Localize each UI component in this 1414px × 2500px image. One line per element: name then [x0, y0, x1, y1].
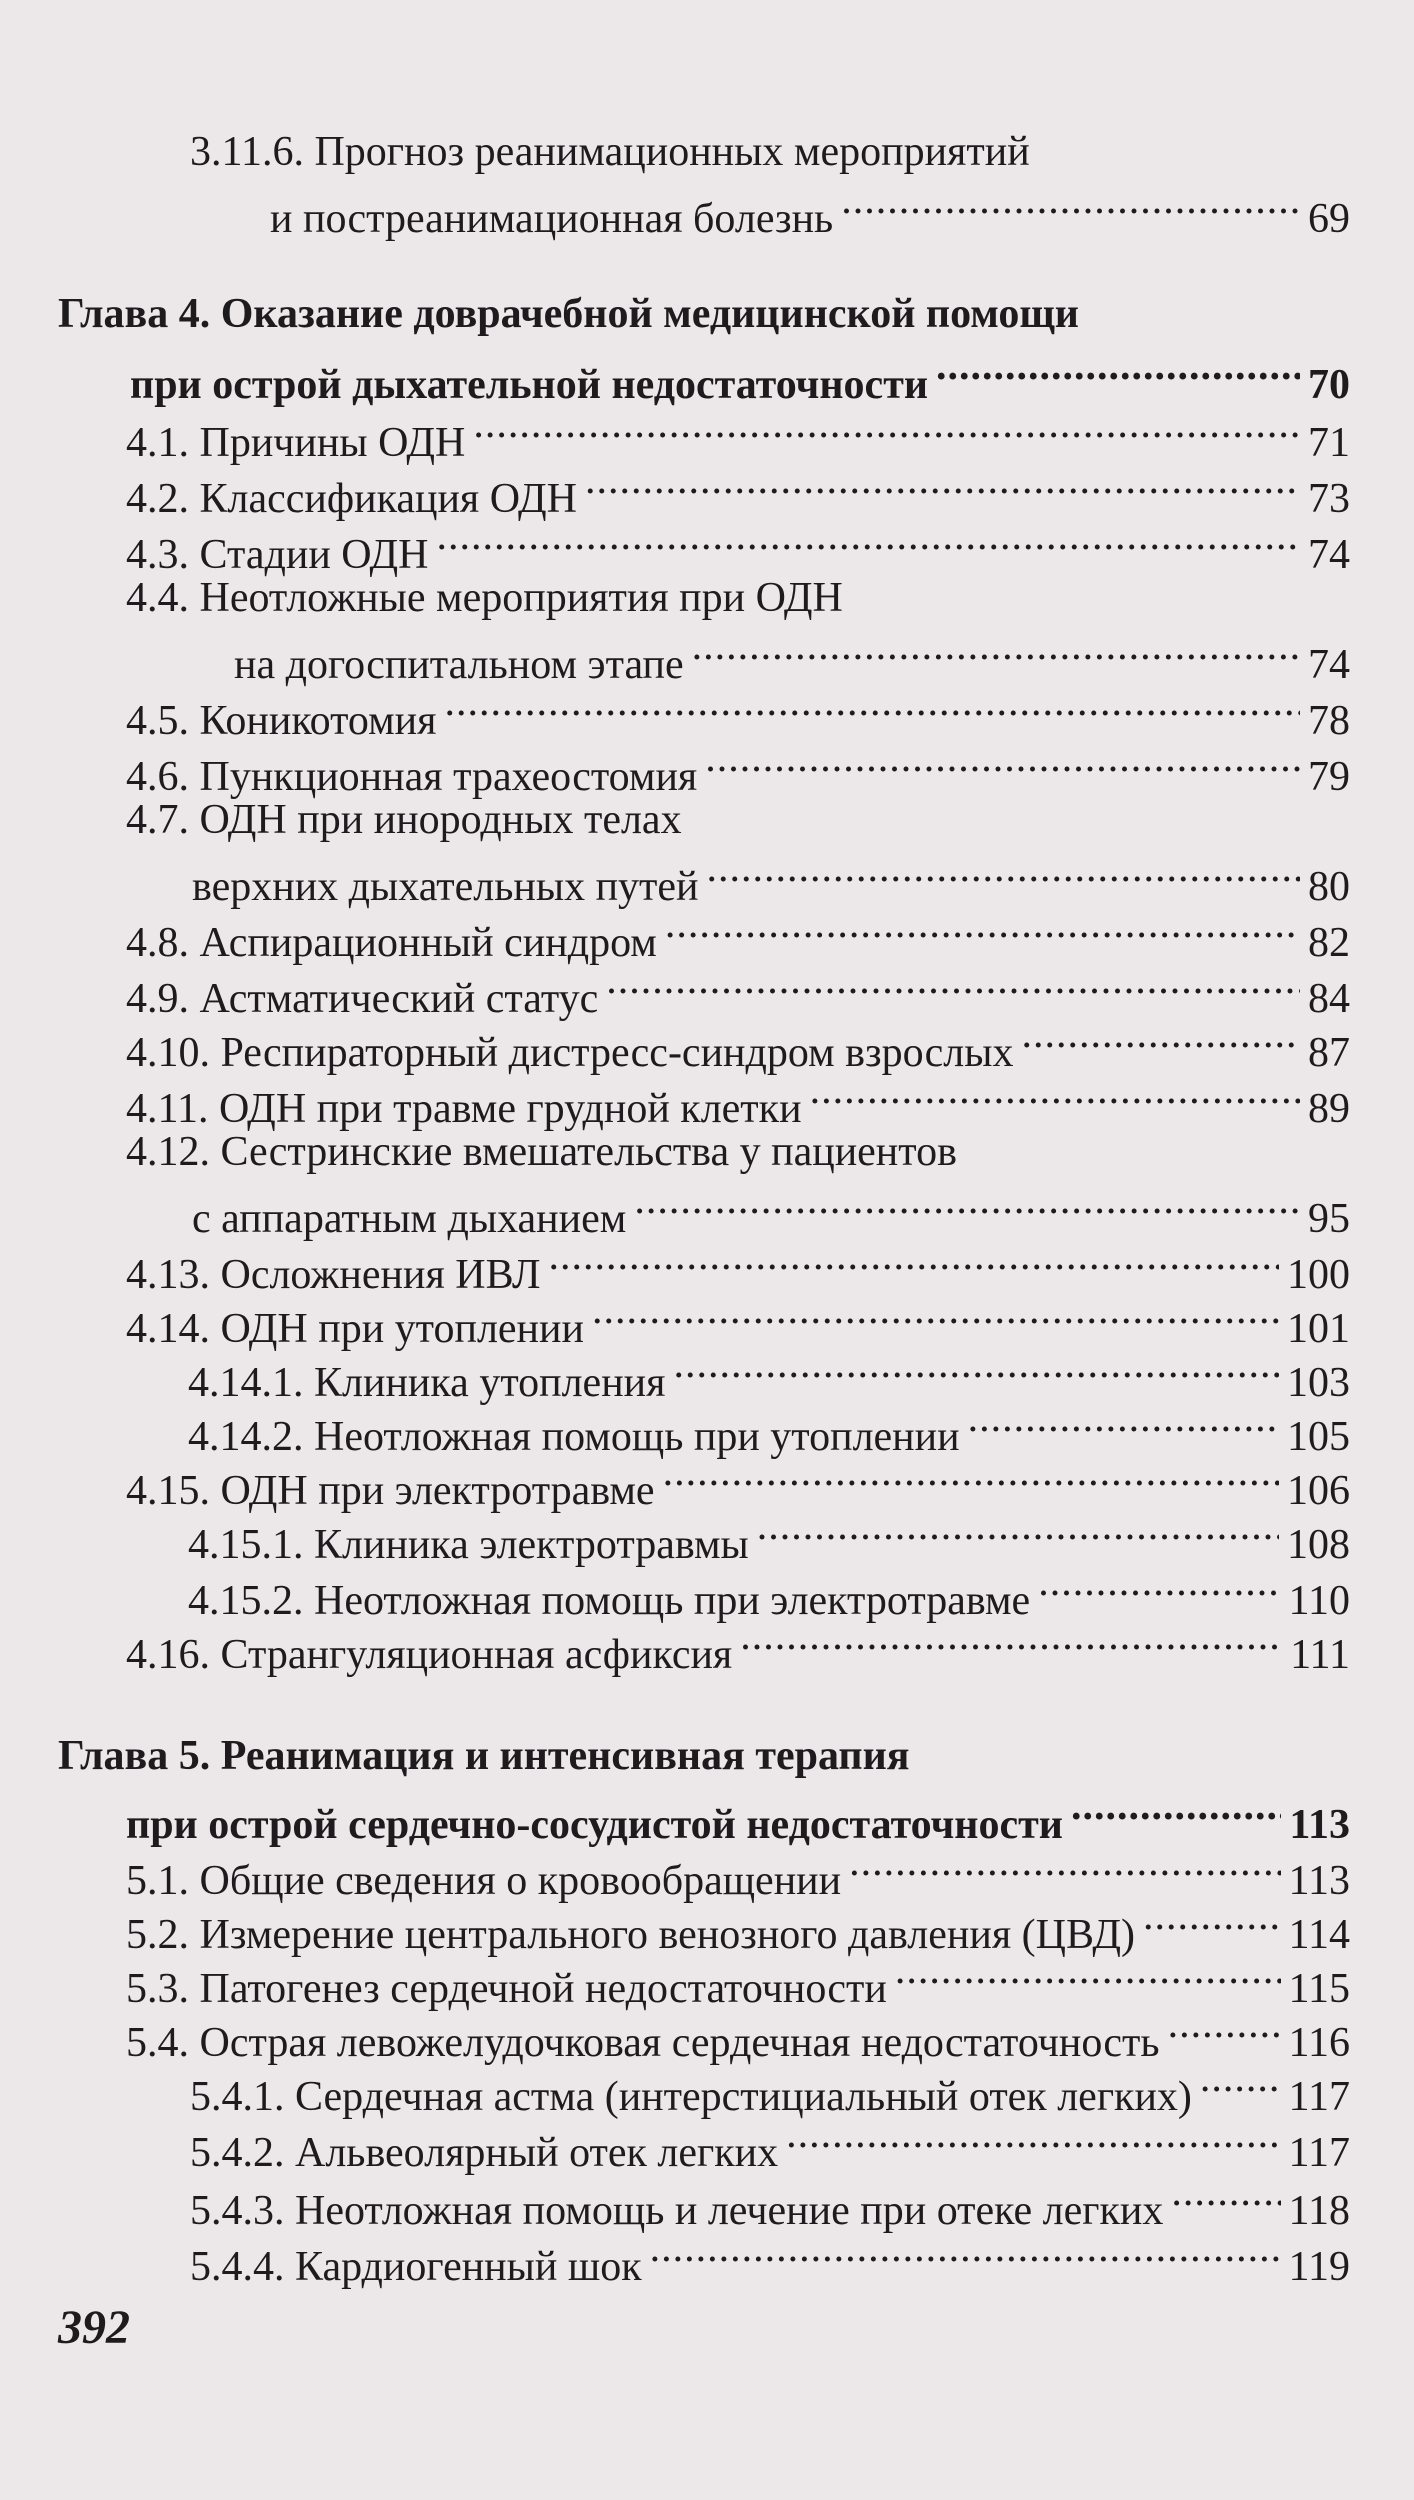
toc-entry: [188, 1398, 1350, 1460]
leader-dots: [705, 738, 1300, 790]
toc-entry-text: 5.4.2. Альвеолярный отек легких: [190, 2130, 779, 2176]
leader-dots: [786, 2114, 1280, 2166]
toc-entry-text: 5.4.4. Кардиогенный шок: [190, 2244, 642, 2290]
toc-entry-text: 3.11.6. Прогноз реанимационных мероприятий: [190, 129, 1030, 175]
toc-page-number: 69: [1308, 196, 1350, 242]
toc-entry: [126, 904, 1350, 966]
leader-dots: [549, 1236, 1279, 1288]
toc-entry-text: 4.16. Странгуляционная асфиксия: [126, 1632, 733, 1678]
toc-page-number: 74: [1308, 642, 1350, 688]
toc-entry-text: 4.2. Классификация ОДН: [126, 476, 577, 522]
toc-page-number: 100: [1287, 1252, 1350, 1298]
leader-dots: [849, 1842, 1280, 1894]
toc-entry: [126, 682, 1350, 744]
leader-dots: [757, 1506, 1279, 1558]
toc-entry: [188, 1506, 1350, 1568]
chapter-heading: [130, 346, 1350, 408]
toc-entry: [126, 1236, 1350, 1298]
toc-entry-text: 5.4. Острая левожелудочковая сердечная недостаточность: [126, 2020, 1160, 2066]
toc-entry: [126, 1126, 1350, 1178]
chapter-heading: [126, 1786, 1350, 1848]
leader-dots: [740, 1616, 1282, 1668]
toc-page-number: 74: [1308, 532, 1350, 578]
toc-entry-text: на догоспитальном этапе: [234, 642, 684, 688]
leader-dots: [1021, 1014, 1300, 1066]
toc-page-number: 78: [1308, 698, 1350, 744]
toc-entry-text: 5.4.1. Сердечная астма (интерстициальный отек легких): [190, 2074, 1192, 2120]
toc-entry: [126, 1452, 1350, 1514]
toc-page-number: 113: [1288, 1858, 1350, 1904]
toc-entry-text: 4.4. Неотложные мероприятия при ОДН: [126, 575, 843, 621]
toc-page-number: 89: [1308, 1086, 1350, 1132]
toc-entry: [190, 2114, 1350, 2176]
leader-dots: [936, 346, 1300, 398]
toc-entry-text: 4.12. Сестринские вмешательства у пациентов: [126, 1129, 957, 1175]
toc-entry-text: 5.2. Измерение центрального венозного давления (ЦВД): [126, 1912, 1136, 1958]
toc-entry: [126, 794, 1350, 846]
toc-entry: [234, 626, 1350, 688]
leader-dots: [473, 404, 1300, 456]
toc-page-number: 73: [1308, 476, 1350, 522]
leader-dots: [810, 1070, 1300, 1122]
toc-entry-text: 4.13. Осложнения ИВЛ: [126, 1252, 541, 1298]
chapter-heading: [58, 288, 1350, 340]
toc-page-number: 117: [1288, 2074, 1350, 2120]
leader-dots: [1038, 1562, 1280, 1614]
toc-entry: [126, 1014, 1350, 1076]
toc-entry: [126, 1896, 1350, 1958]
toc-page-number: 116: [1288, 2020, 1350, 2066]
toc-entry-text: 4.8. Аспирационный синдром: [126, 920, 657, 966]
leader-dots: [606, 960, 1300, 1012]
toc-page-number: 103: [1287, 1360, 1350, 1406]
leader-dots: [665, 904, 1300, 956]
toc-page-number: 111: [1290, 1632, 1350, 1678]
page-number: 392: [58, 2301, 130, 2354]
toc-entry-text: 5.4.3. Неотложная помощь и лечение при отеке легких: [190, 2188, 1164, 2234]
leader-dots: [841, 180, 1300, 232]
toc-entry: [188, 1562, 1350, 1624]
toc-entry: [190, 2228, 1350, 2290]
toc-entry: [126, 460, 1350, 522]
toc-page-number: 118: [1288, 2188, 1350, 2234]
toc-entry-text: 4.1. Причины ОДН: [126, 420, 466, 466]
toc-page-number: 110: [1288, 1578, 1350, 1624]
leader-dots: [692, 626, 1300, 678]
toc-entry: [126, 1842, 1350, 1904]
toc-entry: [126, 2004, 1350, 2066]
leader-dots: [1143, 1896, 1281, 1948]
toc-page-number: 87: [1308, 1030, 1350, 1076]
toc-page-number: 106: [1287, 1468, 1350, 1514]
toc-page-number: 70: [1308, 362, 1350, 408]
toc-page-number: 114: [1288, 1912, 1350, 1958]
toc-page-number: 108: [1287, 1522, 1350, 1568]
toc-entry: [192, 848, 1350, 910]
leader-dots: [1168, 2004, 1281, 2056]
toc-page-number: 115: [1288, 1966, 1350, 2012]
toc-page-number: 71: [1308, 420, 1350, 466]
toc-entry-text: с аппаратным дыханием: [192, 1196, 627, 1242]
leader-dots: [707, 848, 1300, 900]
toc-entry-text: 4.14.2. Неотложная помощь при утоплении: [188, 1414, 960, 1460]
toc-entry: [192, 1180, 1350, 1242]
leader-dots: [663, 1452, 1279, 1504]
toc-entry-text: и постреанимационная болезнь: [270, 196, 834, 242]
toc-entry: [126, 404, 1350, 466]
toc-entry-text: 4.15.1. Клиника электротравмы: [188, 1522, 749, 1568]
toc-entry-text: 4.11. ОДН при травме грудной клетки: [126, 1086, 802, 1132]
toc-entry: [126, 738, 1350, 800]
toc-entry-text: 4.14.1. Клиника утопления: [188, 1360, 666, 1406]
toc-entry-text: верхних дыхательных путей: [192, 864, 699, 910]
toc-entry: [190, 2172, 1350, 2234]
leader-dots: [1171, 2172, 1280, 2224]
chapter-heading: [58, 1730, 1350, 1782]
toc-entry: [126, 1290, 1350, 1352]
leader-dots: [585, 460, 1300, 512]
toc-entry-text: 5.3. Патогенез сердечной недостаточности: [126, 1966, 887, 2012]
leader-dots: [895, 1950, 1281, 2002]
leader-dots: [673, 1344, 1279, 1396]
toc-page-number: 105: [1287, 1414, 1350, 1460]
leader-dots: [444, 682, 1300, 734]
toc-entry: [188, 1344, 1350, 1406]
toc-page-number: 117: [1288, 2130, 1350, 2176]
toc-entry-text: 5.1. Общие сведения о кровообращении: [126, 1858, 842, 1904]
toc-entry-text: 4.6. Пункционная трахеостомия: [126, 754, 698, 800]
leader-dots: [1071, 1786, 1281, 1838]
toc-entry-text: 4.7. ОДН при инородных телах: [126, 797, 682, 843]
toc-entry: [126, 1616, 1350, 1678]
toc-entry: [126, 1070, 1350, 1132]
toc-entry-text: 4.10. Респираторный дистресс-синдром взрослых: [126, 1030, 1014, 1076]
chapter-title: Глава 5. Реанимация и интенсивная терапия: [58, 1733, 910, 1779]
toc-page-number: 79: [1308, 754, 1350, 800]
toc-entry: [126, 572, 1350, 624]
toc-entry: [126, 960, 1350, 1022]
leader-dots: [650, 2228, 1281, 2280]
toc-entry: [190, 2058, 1350, 2120]
toc-entry: [270, 180, 1350, 242]
toc-entry-text: 4.3. Стадии ОДН: [126, 532, 429, 578]
toc-entry: [190, 126, 1350, 178]
toc-entry-text: 4.9. Астматический статус: [126, 976, 599, 1022]
toc-entry: [126, 1950, 1350, 2012]
toc-page-number: 82: [1308, 920, 1350, 966]
toc-entry-text: 4.15. ОДН при электротравме: [126, 1468, 655, 1514]
toc-entry-text: 4.5. Коникотомия: [126, 698, 437, 744]
leader-dots: [968, 1398, 1279, 1450]
chapter-title: при острой сердечно-сосудистой недостаточности: [126, 1802, 1063, 1848]
chapter-title: Глава 4. Оказание доврачебной медицинской помощи: [58, 291, 1080, 337]
leader-dots: [634, 1180, 1300, 1232]
leader-dots: [437, 516, 1300, 568]
leader-dots: [592, 1290, 1279, 1342]
toc-page-number: 84: [1308, 976, 1350, 1022]
toc-page-number: 101: [1287, 1306, 1350, 1352]
toc-entry: [126, 516, 1350, 578]
toc-page-number: 95: [1308, 1196, 1350, 1242]
toc-page-number: 113: [1289, 1802, 1350, 1848]
toc-page-number: 80: [1308, 864, 1350, 910]
toc-entry-text: 4.14. ОДН при утоплении: [126, 1306, 584, 1352]
toc-entry-text: 4.15.2. Неотложная помощь при электротравме: [188, 1578, 1031, 1624]
chapter-title: при острой дыхательной недостаточности: [130, 362, 929, 408]
toc-page-number: 119: [1288, 2244, 1350, 2290]
leader-dots: [1200, 2058, 1281, 2110]
